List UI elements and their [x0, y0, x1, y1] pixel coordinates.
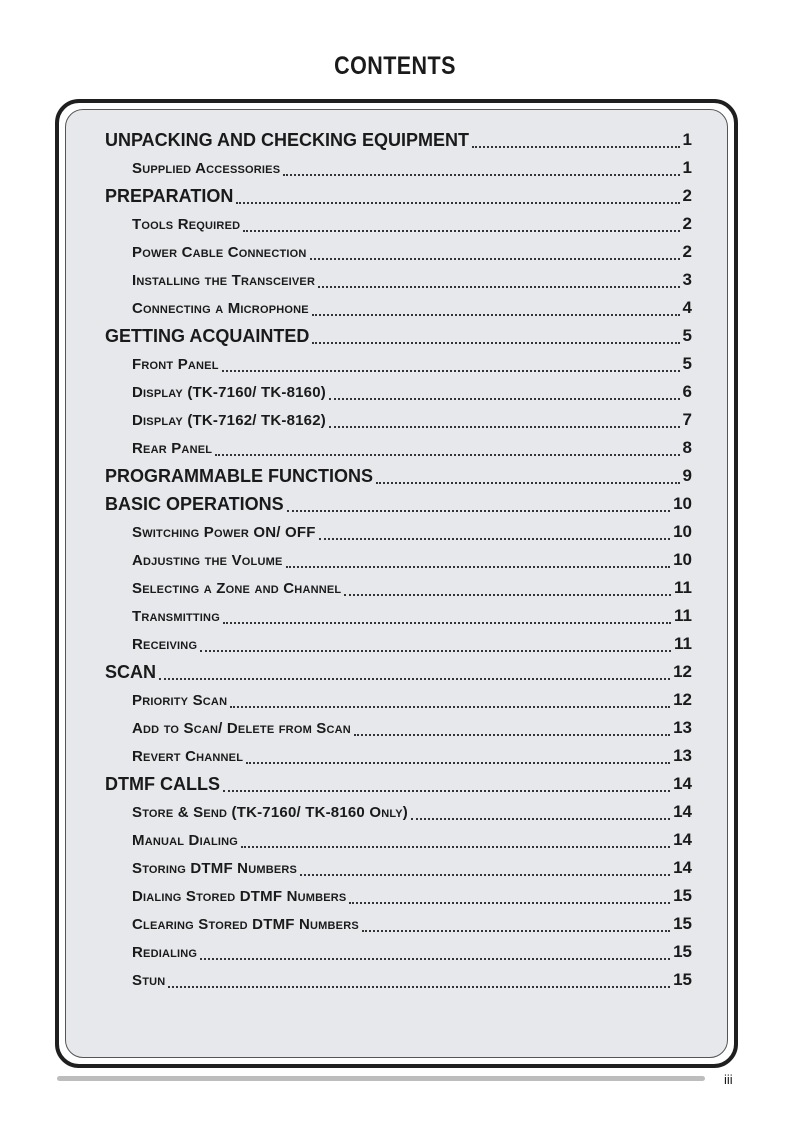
toc-entry-page: 11 — [674, 634, 692, 653]
toc-entry-page: 8 — [682, 438, 692, 457]
toc-entry-label: GETTING ACQUAINTED — [105, 325, 310, 346]
toc-subsection-entry[interactable] — [105, 714, 692, 742]
toc-entry-label: Display (TK-7160/ TK-8160) — [132, 383, 326, 401]
toc-entry-label: Add to Scan/ Delete from Scan — [132, 719, 351, 737]
toc-entry-page: 5 — [682, 354, 692, 373]
dot-leader — [168, 986, 670, 988]
toc-subsection-entry[interactable] — [105, 406, 692, 434]
toc-entry-label: Switching Power ON/ OFF — [132, 523, 316, 541]
toc-section-entry[interactable] — [105, 770, 692, 798]
toc-subsection-entry[interactable] — [105, 210, 692, 238]
toc-entry-label: Stun — [132, 971, 166, 989]
toc-entry-page: 13 — [673, 746, 692, 765]
dot-leader — [283, 174, 679, 176]
toc-entry-page: 2 — [682, 186, 692, 205]
toc-subsection-entry[interactable] — [105, 350, 692, 378]
toc-entry-label: SCAN — [105, 661, 157, 682]
toc-subsection-entry[interactable] — [105, 546, 692, 574]
toc-entry-label: Manual Dialing — [132, 831, 239, 849]
toc-entry-label: Power Cable Connection — [132, 243, 307, 261]
toc-subsection-entry[interactable] — [105, 910, 692, 938]
page-number: iii — [724, 1072, 733, 1087]
dot-leader — [236, 202, 679, 204]
dot-leader — [223, 622, 671, 624]
toc-entry-page: 11 — [674, 606, 692, 625]
dot-leader — [312, 314, 680, 316]
toc-entry-label: Priority Scan — [132, 691, 228, 709]
toc-entry-page: 1 — [682, 158, 692, 177]
page-title: CONTENTS — [334, 52, 456, 80]
toc-subsection-entry[interactable] — [105, 966, 692, 994]
dot-leader — [287, 510, 670, 512]
toc-section-entry[interactable] — [105, 182, 692, 210]
toc-entry-page: 6 — [682, 382, 692, 401]
dot-leader — [362, 930, 670, 932]
toc-subsection-entry[interactable] — [105, 826, 692, 854]
dot-leader — [376, 482, 680, 484]
toc-subsection-entry[interactable] — [105, 882, 692, 910]
dot-leader — [159, 678, 670, 680]
toc-subsection-entry[interactable] — [105, 434, 692, 462]
toc-entry-page: 4 — [682, 298, 692, 317]
dot-leader — [246, 762, 670, 764]
toc-entry-page: 12 — [673, 690, 692, 709]
toc-subsection-entry[interactable] — [105, 154, 692, 182]
toc-entry-label: Tools Required — [132, 215, 241, 233]
dot-leader — [243, 230, 679, 232]
toc-entry-label: Transmitting — [132, 607, 220, 625]
dot-leader — [312, 342, 679, 344]
toc-entry-page: 15 — [673, 942, 692, 961]
dot-leader — [329, 398, 680, 400]
toc-subsection-entry[interactable] — [105, 574, 692, 602]
toc-entry-page: 14 — [673, 830, 692, 849]
toc-entry-label: Installing the Transceiver — [132, 271, 316, 289]
dot-leader — [349, 902, 670, 904]
toc-entry-page: 10 — [673, 550, 692, 569]
dot-leader — [329, 426, 680, 428]
toc-entry-label: Display (TK-7162/ TK-8162) — [132, 411, 326, 429]
toc-section-entry[interactable] — [105, 322, 692, 350]
toc-subsection-entry[interactable] — [105, 294, 692, 322]
dot-leader — [200, 650, 671, 652]
toc-entry-page: 14 — [673, 774, 692, 793]
toc-entry-page: 11 — [674, 578, 692, 597]
dot-leader — [411, 818, 670, 820]
toc-entry-label: Redialing — [132, 943, 198, 961]
toc-entry-page: 13 — [673, 718, 692, 737]
dot-leader — [344, 594, 671, 596]
toc-entry-label: DTMF CALLS — [105, 773, 220, 794]
toc-section-entry[interactable] — [105, 462, 692, 490]
toc-entry-label: Adjusting the Volume — [132, 551, 283, 569]
dot-leader — [310, 258, 680, 260]
toc-entry-page: 14 — [673, 802, 692, 821]
toc-entry-page: 10 — [673, 522, 692, 541]
toc-entry-page: 2 — [682, 214, 692, 233]
dot-leader — [241, 846, 670, 848]
toc-entry-label: Receiving — [132, 635, 198, 653]
toc-subsection-entry[interactable] — [105, 518, 692, 546]
toc-entry-label: Rear Panel — [132, 439, 213, 457]
toc-section-entry[interactable] — [105, 126, 692, 154]
toc-entry-label: PROGRAMMABLE FUNCTIONS — [105, 465, 373, 486]
dot-leader — [200, 958, 670, 960]
toc-entry-page: 15 — [673, 970, 692, 989]
toc-entry-label: Front Panel — [132, 355, 219, 373]
dot-leader — [223, 790, 670, 792]
toc-subsection-entry[interactable] — [105, 602, 692, 630]
dot-leader — [286, 566, 671, 568]
dot-leader — [230, 706, 670, 708]
toc-subsection-entry[interactable] — [105, 238, 692, 266]
toc-entry-page: 14 — [673, 858, 692, 877]
toc-entry-page: 15 — [673, 886, 692, 905]
toc-entry-page: 9 — [682, 466, 692, 485]
toc-entry-page: 15 — [673, 914, 692, 933]
toc-entry-label: Supplied Accessories — [132, 159, 281, 177]
toc-entry-label: BASIC OPERATIONS — [105, 493, 284, 514]
dot-leader — [222, 370, 680, 372]
toc-entry-label: Revert Channel — [132, 747, 244, 765]
toc-entry-label: PREPARATION — [105, 185, 234, 206]
toc-entry-page: 3 — [682, 270, 692, 289]
toc-entry-page: 10 — [673, 494, 692, 513]
dot-leader — [319, 538, 670, 540]
toc-entry-page: 5 — [682, 326, 692, 345]
toc-subsection-entry[interactable] — [105, 742, 692, 770]
toc-subsection-entry[interactable] — [105, 686, 692, 714]
toc-entry-label: Selecting a Zone and Channel — [132, 579, 342, 597]
toc-subsection-entry[interactable] — [105, 938, 692, 966]
toc-entry-page: 7 — [682, 410, 692, 429]
dot-leader — [472, 146, 680, 148]
toc-entry-page: 1 — [682, 130, 692, 149]
dot-leader — [318, 286, 679, 288]
toc-section-entry[interactable] — [105, 658, 692, 686]
toc-subsection-entry[interactable] — [105, 854, 692, 882]
toc-list — [105, 126, 692, 994]
toc-entry-label: Storing DTMF Numbers — [132, 859, 298, 877]
toc-subsection-entry[interactable] — [105, 798, 692, 826]
dot-leader — [300, 874, 670, 876]
toc-entry-page: 12 — [673, 662, 692, 681]
toc-entry-page: 2 — [682, 242, 692, 261]
toc-subsection-entry[interactable] — [105, 378, 692, 406]
dot-leader — [215, 454, 679, 456]
toc-entry-label: Dialing Stored DTMF Numbers — [132, 887, 347, 905]
toc-entry-label: UNPACKING AND CHECKING EQUIPMENT — [105, 129, 470, 150]
toc-entry-label: Clearing Stored DTMF Numbers — [132, 915, 359, 933]
toc-subsection-entry[interactable] — [105, 630, 692, 658]
toc-entry-label: Connecting a Microphone — [132, 299, 309, 317]
toc-entry-label: Store & Send (TK-7160/ TK-8160 Only) — [132, 803, 408, 821]
footer-rule — [57, 1076, 705, 1081]
toc-section-entry[interactable] — [105, 490, 692, 518]
dot-leader — [354, 734, 670, 736]
toc-subsection-entry[interactable] — [105, 266, 692, 294]
